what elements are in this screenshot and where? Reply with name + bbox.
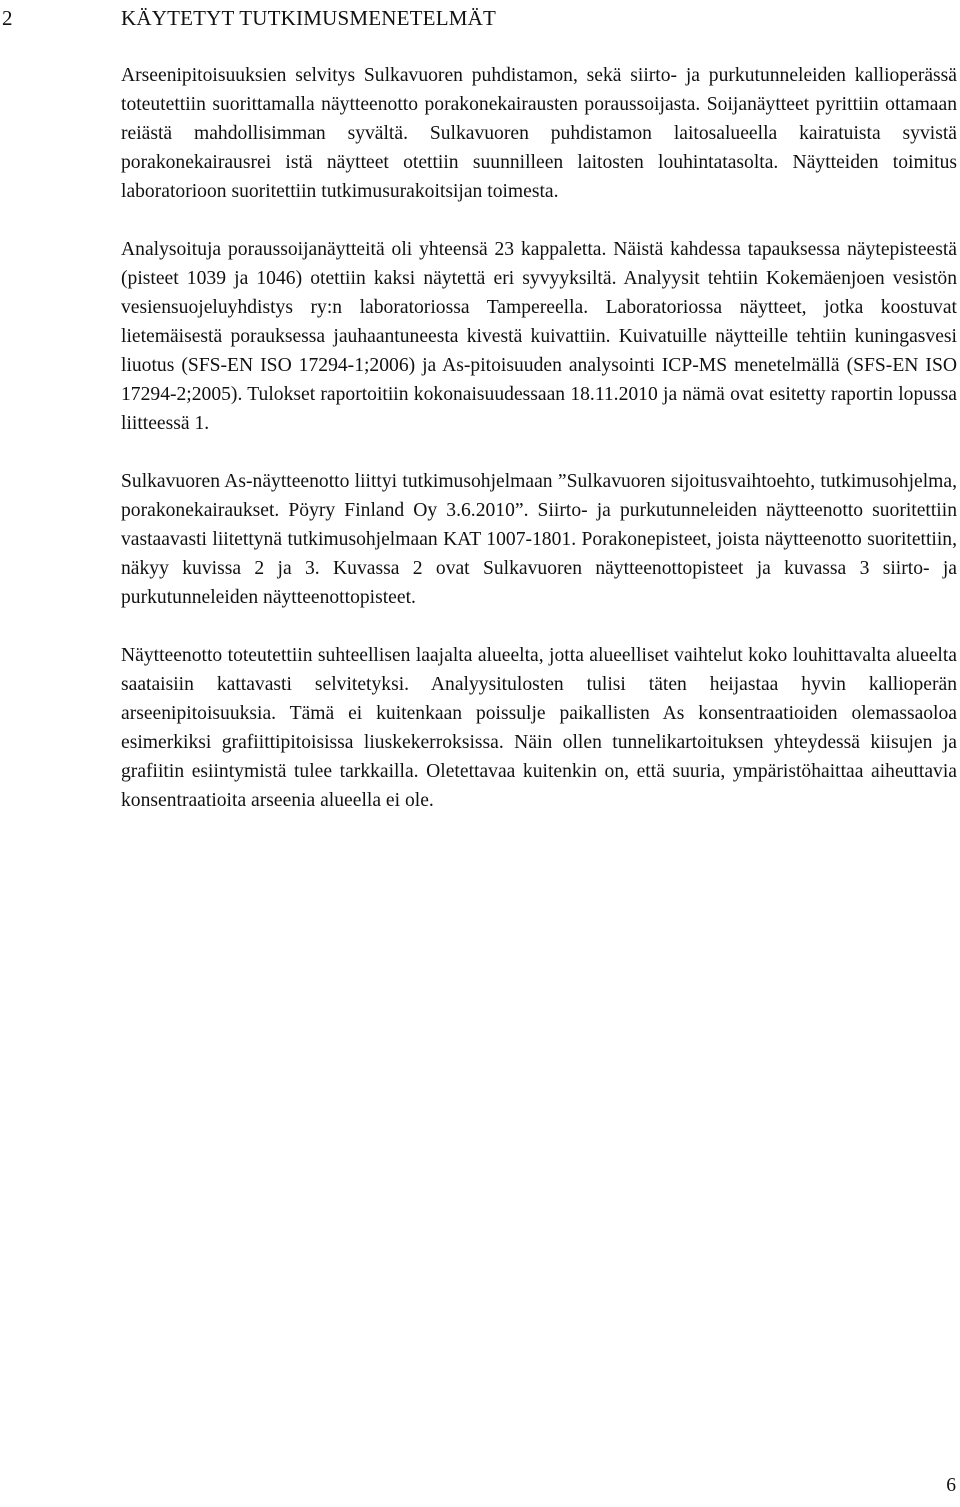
body-text [121, 61, 957, 844]
paragraph-research-program: Sulkavuoren As-näytteenotto liittyi tutkimusohjelmaan ”Sulkavuoren sijoitusvaihtoehto, tutkimusohjelma, porakonekairaukset. Pöyry Finland Oy 3.6.2010”. Siirto- ja purkutunneleiden näytteenotto suoritettiin vastaavasti liitettynä tutkimusohjelmaan KAT 1007-1801. Porakonepisteet, joista näytteenotto suoritettiin, näkyy kuvissa 2 ja 3. Kuvassa 2 ovat Sulkavuoren näytteenottopisteet ja kuvassa 3 siirto- ja purkutunneleiden näytteenottopisteet. [121, 471, 957, 608]
paragraph-conclusions: Näytteenotto toteutettiin suhteellisen laajalta alueelta, jotta alueelliset vaihtelut koko louhittavalta alueelta saataisiin kattavasti selvitetyksi. Analyysitulosten tulisi täten heijastaa hyvin kallioperän arseenipitoisuuksia. Tämä ei kuitenkaan poissulje paikallisten As konsentraatioiden olemassaoloa esimerkiksi grafiittipitoisissa liuskekerroksissa. Näin ollen tunnelikartoituksen yhteydessä kiisujen ja grafiitin esiintymistä tulee tarkkailla. Oletettavaa kuitenkin on, että suuria, ympäristöhaittaa aiheuttavia konsentraatioita arseenia alueella ei ole. [121, 645, 957, 811]
section-heading [0, 3, 960, 33]
page-number: 6 [946, 1475, 956, 1496]
paragraph-sampling-method: Arseenipitoisuuksien selvitys Sulkavuoren puhdistamon, sekä siirto- ja purkutunneleiden kallioperässä toteutettiin suorittamalla näytteenotto porakonekairausten poraussoijasta. Soijanäytteet pyrittiin ottamaan reiästä mahdollisimman syvältä. Sulkavuoren puhdistamon laitosalueella kairatuista syvistä porakonekairausrei istä näytteet otettiin suunnilleen laitosten louhintatasolta. Näytteiden toimitus laboratorioon suoritettiin tutkimusurakoitsijan toimesta. [121, 65, 957, 202]
section-title: KÄYTETYT TUTKIMUSMENETELMÄT [121, 6, 497, 30]
paragraph-analysis: Analysoituja poraussoijanäytteitä oli yhteensä 23 kappaletta. Näistä kahdessa tapauksessa näytepisteestä (pisteet 1039 ja 1046) otettiin kaksi näytettä eri syvyyksiltä. Analyysit tehtiin Kokemäenjoen vesistön vesiensuojeluyhdistys ry:n laboratoriossa Tampereella. Laboratoriossa näytteet, jotka koostuvat lietemäisestä porauksessa jauhaantuneesta kivestä kuivattiin. Kuivatuille näytteille tehtiin kuningasvesi liuotus (SFS-EN ISO 17294-1;2006) ja As-pitoisuuden analysointi ICP-MS menetelmällä (SFS-EN ISO 17294-2;2005). Tulokset raportoitiin kokonaisuudessaan 18.11.2010 ja nämä ovat esitetty raportin lopussa liitteessä 1. [121, 239, 957, 434]
section-number: 2 [2, 6, 13, 30]
